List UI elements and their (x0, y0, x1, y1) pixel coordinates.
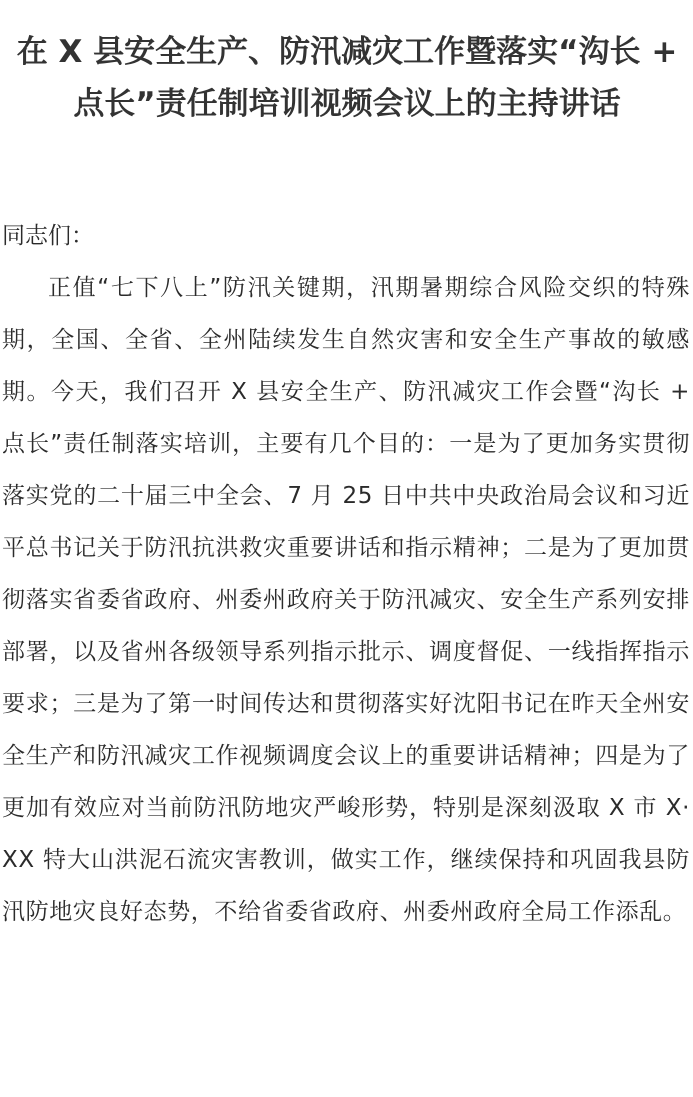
document-title: 在 X 县安全生产、防汛减灾工作暨落实“沟长 + 点长”责任制培训视频会议上的主持讲话 (16, 34, 678, 122)
document-body (2, 210, 690, 938)
body-paragraph: 正值“七下八上”防汛关键期，汛期暑期综合风险交织的特殊期，全国、全省、全州陆续发生自然灾害和安全生产事故的敏感期。今天，我们召开 X 县安全生产、防汛减灾工作会暨“沟长 + 点长”责任制落实培训，主要有几个目的：一是为了更加务实贯彻落实党的二十届三中全会、7 月 25 日中共中央政治局会议和习近平总书记关于防汛抗洪救灾重要讲话和指示精神；二是为了更加贯彻落实省委省政府、州委州政府关于防汛减灾、安全生产系列安排部署，以及省州各级领导系列指示批示、调度督促、一线指挥指示要求；三是为了第一时间传达和贯彻落实好沈阳书记在昨天全州安全生产和防汛减灾工作视频调度会议上的重要讲话精神；四是为了更加有效应对当前防汛防地灾严峻形势，特别是深刻汲取 X 市 X·XX 特大山洪泥石流灾害教训，做实工作，继续保持和巩固我县防汛防地灾良好态势，不给省委省政府、州委州政府全局工作添乱。 (2, 275, 690, 925)
greeting-line: 同志们： (2, 223, 94, 249)
